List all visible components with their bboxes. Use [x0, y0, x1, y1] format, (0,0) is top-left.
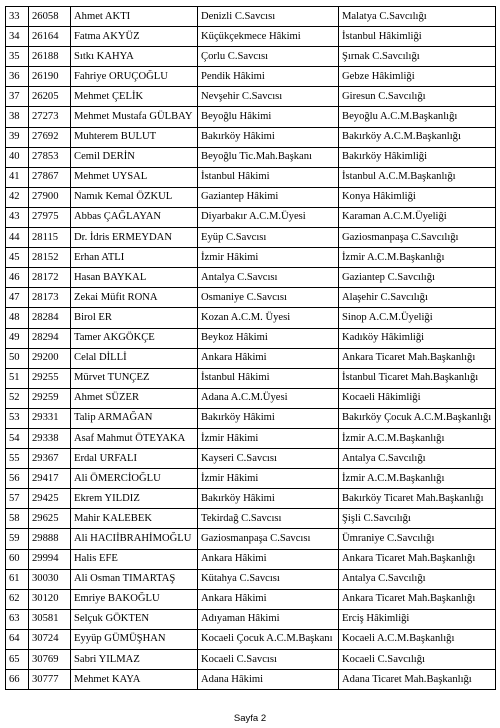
- row-number-cell: 40: [6, 147, 29, 167]
- current-position-cell: Osmaniye C.Savcısı: [198, 288, 339, 308]
- new-position-cell: Kocaeli Hâkimliği: [339, 388, 496, 408]
- current-position-cell: Nevşehir C.Savcısı: [198, 87, 339, 107]
- person-name-cell: Fatma AKYÜZ: [71, 27, 198, 47]
- registry-number-cell: 26058: [29, 7, 71, 27]
- new-position-cell: Gaziosmanpaşa C.Savcılığı: [339, 228, 496, 248]
- registry-number-cell: 29625: [29, 509, 71, 529]
- current-position-cell: Kütahya C.Savcısı: [198, 569, 339, 589]
- current-position-cell: Adana Hâkimi: [198, 670, 339, 690]
- row-number-cell: 41: [6, 167, 29, 187]
- row-number-cell: 36: [6, 67, 29, 87]
- current-position-cell: Beyoğlu Hâkimi: [198, 107, 339, 127]
- current-position-cell: İzmir Hâkimi: [198, 248, 339, 268]
- new-position-cell: Antalya C.Savcılığı: [339, 569, 496, 589]
- registry-number-cell: 29200: [29, 348, 71, 368]
- row-number-cell: 43: [6, 207, 29, 227]
- row-number-cell: 49: [6, 328, 29, 348]
- row-number-cell: 51: [6, 368, 29, 388]
- person-name-cell: Sabri YILMAZ: [71, 650, 198, 670]
- registry-number-cell: 29367: [29, 449, 71, 469]
- registry-number-cell: 27692: [29, 127, 71, 147]
- new-position-cell: Adana Ticaret Mah.Başkanlığı: [339, 670, 496, 690]
- person-name-cell: Mehmet Mustafa GÜLBAY: [71, 107, 198, 127]
- registry-number-cell: 27853: [29, 147, 71, 167]
- current-position-cell: Diyarbakır A.C.M.Üyesi: [198, 207, 339, 227]
- row-number-cell: 62: [6, 589, 29, 609]
- table-row: [6, 428, 496, 448]
- current-position-cell: Gaziantep Hâkimi: [198, 187, 339, 207]
- person-name-cell: Tamer AKGÖKÇE: [71, 328, 198, 348]
- row-number-cell: 39: [6, 127, 29, 147]
- current-position-cell: Kayseri C.Savcısı: [198, 449, 339, 469]
- registry-number-cell: 26188: [29, 47, 71, 67]
- table-row: [6, 248, 496, 268]
- new-position-cell: Şırnak C.Savcılığı: [339, 47, 496, 67]
- person-name-cell: Talip ARMAĞAN: [71, 408, 198, 428]
- row-number-cell: 64: [6, 629, 29, 649]
- registry-number-cell: 28152: [29, 248, 71, 268]
- current-position-cell: Ankara Hâkimi: [198, 589, 339, 609]
- row-number-cell: 46: [6, 268, 29, 288]
- table-row: [6, 127, 496, 147]
- current-position-cell: Gaziosmanpaşa C.Savcısı: [198, 529, 339, 549]
- row-number-cell: 38: [6, 107, 29, 127]
- current-position-cell: İzmir Hâkimi: [198, 469, 339, 489]
- table-row: [6, 87, 496, 107]
- table-row: [6, 348, 496, 368]
- new-position-cell: Kocaeli C.Savcılığı: [339, 650, 496, 670]
- person-name-cell: Ali ÖMERCİOĞLU: [71, 469, 198, 489]
- current-position-cell: Kozan A.C.M. Üyesi: [198, 308, 339, 328]
- new-position-cell: Kadıköy Hâkimliği: [339, 328, 496, 348]
- row-number-cell: 35: [6, 47, 29, 67]
- person-name-cell: Ahmet AKTI: [71, 7, 198, 27]
- row-number-cell: 60: [6, 549, 29, 569]
- table-row: [6, 7, 496, 27]
- person-name-cell: Abbas ÇAĞLAYAN: [71, 207, 198, 227]
- current-position-cell: Pendik Hâkimi: [198, 67, 339, 87]
- person-name-cell: Erhan ATLI: [71, 248, 198, 268]
- table-row: [6, 288, 496, 308]
- current-position-cell: Bakırköy Hâkimi: [198, 127, 339, 147]
- registry-number-cell: 29417: [29, 469, 71, 489]
- table-row: [6, 569, 496, 589]
- registry-number-cell: 29888: [29, 529, 71, 549]
- person-name-cell: Namık Kemal ÖZKUL: [71, 187, 198, 207]
- new-position-cell: Ankara Ticaret Mah.Başkanlığı: [339, 348, 496, 368]
- row-number-cell: 55: [6, 449, 29, 469]
- table-row: [6, 268, 496, 288]
- table-row: [6, 167, 496, 187]
- current-position-cell: Antalya C.Savcısı: [198, 268, 339, 288]
- table-row: [6, 187, 496, 207]
- table-row: [6, 589, 496, 609]
- table-row: [6, 308, 496, 328]
- registry-number-cell: 30030: [29, 569, 71, 589]
- new-position-cell: Bakırköy Ticaret Mah.Başkanlığı: [339, 489, 496, 509]
- current-position-cell: Bakırköy Hâkimi: [198, 408, 339, 428]
- new-position-cell: İzmir A.C.M.Başkanlığı: [339, 428, 496, 448]
- new-position-cell: İstanbul A.C.M.Başkanlığı: [339, 167, 496, 187]
- row-number-cell: 57: [6, 489, 29, 509]
- new-position-cell: Bakırköy Hâkimliği: [339, 147, 496, 167]
- new-position-cell: İstanbul Hâkimliği: [339, 27, 496, 47]
- registry-number-cell: 29255: [29, 368, 71, 388]
- table-row: [6, 228, 496, 248]
- person-name-cell: Selçuk GÖKTEN: [71, 609, 198, 629]
- row-number-cell: 37: [6, 87, 29, 107]
- assignment-table: [5, 6, 496, 690]
- registry-number-cell: 26205: [29, 87, 71, 107]
- row-number-cell: 50: [6, 348, 29, 368]
- table-row: [6, 388, 496, 408]
- person-name-cell: Mehmet ÇELİK: [71, 87, 198, 107]
- person-name-cell: Ahmet SÜZER: [71, 388, 198, 408]
- new-position-cell: Ankara Ticaret Mah.Başkanlığı: [339, 589, 496, 609]
- row-number-cell: 45: [6, 248, 29, 268]
- row-number-cell: 63: [6, 609, 29, 629]
- row-number-cell: 58: [6, 509, 29, 529]
- current-position-cell: Çorlu C.Savcısı: [198, 47, 339, 67]
- current-position-cell: İstanbul Hâkimi: [198, 368, 339, 388]
- table-row: [6, 650, 496, 670]
- new-position-cell: Beyoğlu A.C.M.Başkanlığı: [339, 107, 496, 127]
- current-position-cell: Denizli C.Savcısı: [198, 7, 339, 27]
- person-name-cell: Erdal URFALI: [71, 449, 198, 469]
- new-position-cell: Giresun C.Savcılığı: [339, 87, 496, 107]
- person-name-cell: Emriye BAKOĞLU: [71, 589, 198, 609]
- table-row: [6, 207, 496, 227]
- registry-number-cell: 30581: [29, 609, 71, 629]
- row-number-cell: 52: [6, 388, 29, 408]
- row-number-cell: 44: [6, 228, 29, 248]
- registry-number-cell: 30120: [29, 589, 71, 609]
- new-position-cell: Ümraniye C.Savcılığı: [339, 529, 496, 549]
- table-row: [6, 328, 496, 348]
- new-position-cell: Sinop A.C.M.Üyeliği: [339, 308, 496, 328]
- row-number-cell: 33: [6, 7, 29, 27]
- person-name-cell: Fahriye ORUÇOĞLU: [71, 67, 198, 87]
- table-row: [6, 147, 496, 167]
- person-name-cell: Ali HACIİBRAHİMOĞLU: [71, 529, 198, 549]
- table-row: [6, 47, 496, 67]
- current-position-cell: Adıyaman Hâkimi: [198, 609, 339, 629]
- table-row: [6, 609, 496, 629]
- current-position-cell: Adana A.C.M.Üyesi: [198, 388, 339, 408]
- table-row: [6, 529, 496, 549]
- registry-number-cell: 28115: [29, 228, 71, 248]
- new-position-cell: İstanbul Ticaret Mah.Başkanlığı: [339, 368, 496, 388]
- current-position-cell: Kocaeli Çocuk A.C.M.Başkanı: [198, 629, 339, 649]
- registry-number-cell: 28172: [29, 268, 71, 288]
- person-name-cell: Cemil DERİN: [71, 147, 198, 167]
- new-position-cell: Gebze Hâkimliği: [339, 67, 496, 87]
- new-position-cell: Malatya C.Savcılığı: [339, 7, 496, 27]
- table-body: [6, 7, 496, 690]
- person-name-cell: Mahir KALEBEK: [71, 509, 198, 529]
- registry-number-cell: 29338: [29, 428, 71, 448]
- row-number-cell: 54: [6, 428, 29, 448]
- new-position-cell: Antalya C.Savcılığı: [339, 449, 496, 469]
- registry-number-cell: 30769: [29, 650, 71, 670]
- row-number-cell: 48: [6, 308, 29, 328]
- new-position-cell: Erciş Hâkimliği: [339, 609, 496, 629]
- new-position-cell: Ankara Ticaret Mah.Başkanlığı: [339, 549, 496, 569]
- person-name-cell: Ali Osman TIMARTAŞ: [71, 569, 198, 589]
- table-row: [6, 549, 496, 569]
- row-number-cell: 65: [6, 650, 29, 670]
- current-position-cell: Beyoğlu Tic.Mah.Başkanı: [198, 147, 339, 167]
- new-position-cell: İzmir A.C.M.Başkanlığı: [339, 469, 496, 489]
- registry-number-cell: 28173: [29, 288, 71, 308]
- current-position-cell: Ankara Hâkimi: [198, 549, 339, 569]
- table-row: [6, 107, 496, 127]
- table-row: [6, 67, 496, 87]
- person-name-cell: Asaf Mahmut ÖTEYAKA: [71, 428, 198, 448]
- registry-number-cell: 30724: [29, 629, 71, 649]
- table-row: [6, 368, 496, 388]
- new-position-cell: Alaşehir C.Savcılığı: [339, 288, 496, 308]
- registry-number-cell: 26190: [29, 67, 71, 87]
- row-number-cell: 56: [6, 469, 29, 489]
- registry-number-cell: 29994: [29, 549, 71, 569]
- table-row: [6, 469, 496, 489]
- row-number-cell: 61: [6, 569, 29, 589]
- registry-number-cell: 27975: [29, 207, 71, 227]
- new-position-cell: Karaman A.C.M.Üyeliği: [339, 207, 496, 227]
- current-position-cell: Beykoz Hâkimi: [198, 328, 339, 348]
- person-name-cell: Zekai Müfit RONA: [71, 288, 198, 308]
- new-position-cell: Bakırköy Çocuk A.C.M.Başkanlığı: [339, 408, 496, 428]
- person-name-cell: Mehmet UYSAL: [71, 167, 198, 187]
- person-name-cell: Mürvet TUNÇEZ: [71, 368, 198, 388]
- table-row: [6, 629, 496, 649]
- current-position-cell: İzmir Hâkimi: [198, 428, 339, 448]
- registry-number-cell: 28284: [29, 308, 71, 328]
- new-position-cell: Bakırköy A.C.M.Başkanlığı: [339, 127, 496, 147]
- table-row: [6, 670, 496, 690]
- registry-number-cell: 27900: [29, 187, 71, 207]
- current-position-cell: İstanbul Hâkimi: [198, 167, 339, 187]
- registry-number-cell: 29425: [29, 489, 71, 509]
- current-position-cell: Kocaeli C.Savcısı: [198, 650, 339, 670]
- person-name-cell: Mehmet KAYA: [71, 670, 198, 690]
- table-row: [6, 408, 496, 428]
- row-number-cell: 53: [6, 408, 29, 428]
- current-position-cell: Küçükçekmece Hâkimi: [198, 27, 339, 47]
- person-name-cell: Eyyüp GÜMÜŞHAN: [71, 629, 198, 649]
- row-number-cell: 59: [6, 529, 29, 549]
- registry-number-cell: 30777: [29, 670, 71, 690]
- table-row: [6, 27, 496, 47]
- person-name-cell: Sıtkı KAHYA: [71, 47, 198, 67]
- table-row: [6, 449, 496, 469]
- registry-number-cell: 27273: [29, 107, 71, 127]
- person-name-cell: Halis EFE: [71, 549, 198, 569]
- person-name-cell: Ekrem YILDIZ: [71, 489, 198, 509]
- registry-number-cell: 28294: [29, 328, 71, 348]
- new-position-cell: Konya Hâkimliği: [339, 187, 496, 207]
- person-name-cell: Birol ER: [71, 308, 198, 328]
- table-row: [6, 509, 496, 529]
- current-position-cell: Ankara Hâkimi: [198, 348, 339, 368]
- registry-number-cell: 29331: [29, 408, 71, 428]
- registry-number-cell: 27867: [29, 167, 71, 187]
- table-row: [6, 489, 496, 509]
- current-position-cell: Bakırköy Hâkimi: [198, 489, 339, 509]
- page-number: Sayfa 2: [233, 713, 267, 724]
- row-number-cell: 47: [6, 288, 29, 308]
- current-position-cell: Tekirdağ C.Savcısı: [198, 509, 339, 529]
- row-number-cell: 34: [6, 27, 29, 47]
- new-position-cell: Gaziantep C.Savcılığı: [339, 268, 496, 288]
- current-position-cell: Eyüp C.Savcısı: [198, 228, 339, 248]
- new-position-cell: Kocaeli A.C.M.Başkanlığı: [339, 629, 496, 649]
- row-number-cell: 42: [6, 187, 29, 207]
- row-number-cell: 66: [6, 670, 29, 690]
- person-name-cell: Celal DİLLİ: [71, 348, 198, 368]
- new-position-cell: İzmir A.C.M.Başkanlığı: [339, 248, 496, 268]
- registry-number-cell: 26164: [29, 27, 71, 47]
- person-name-cell: Muhterem BULUT: [71, 127, 198, 147]
- person-name-cell: Dr. İdris ERMEYDAN: [71, 228, 198, 248]
- new-position-cell: Şişli C.Savcılığı: [339, 509, 496, 529]
- registry-number-cell: 29259: [29, 388, 71, 408]
- person-name-cell: Hasan BAYKAL: [71, 268, 198, 288]
